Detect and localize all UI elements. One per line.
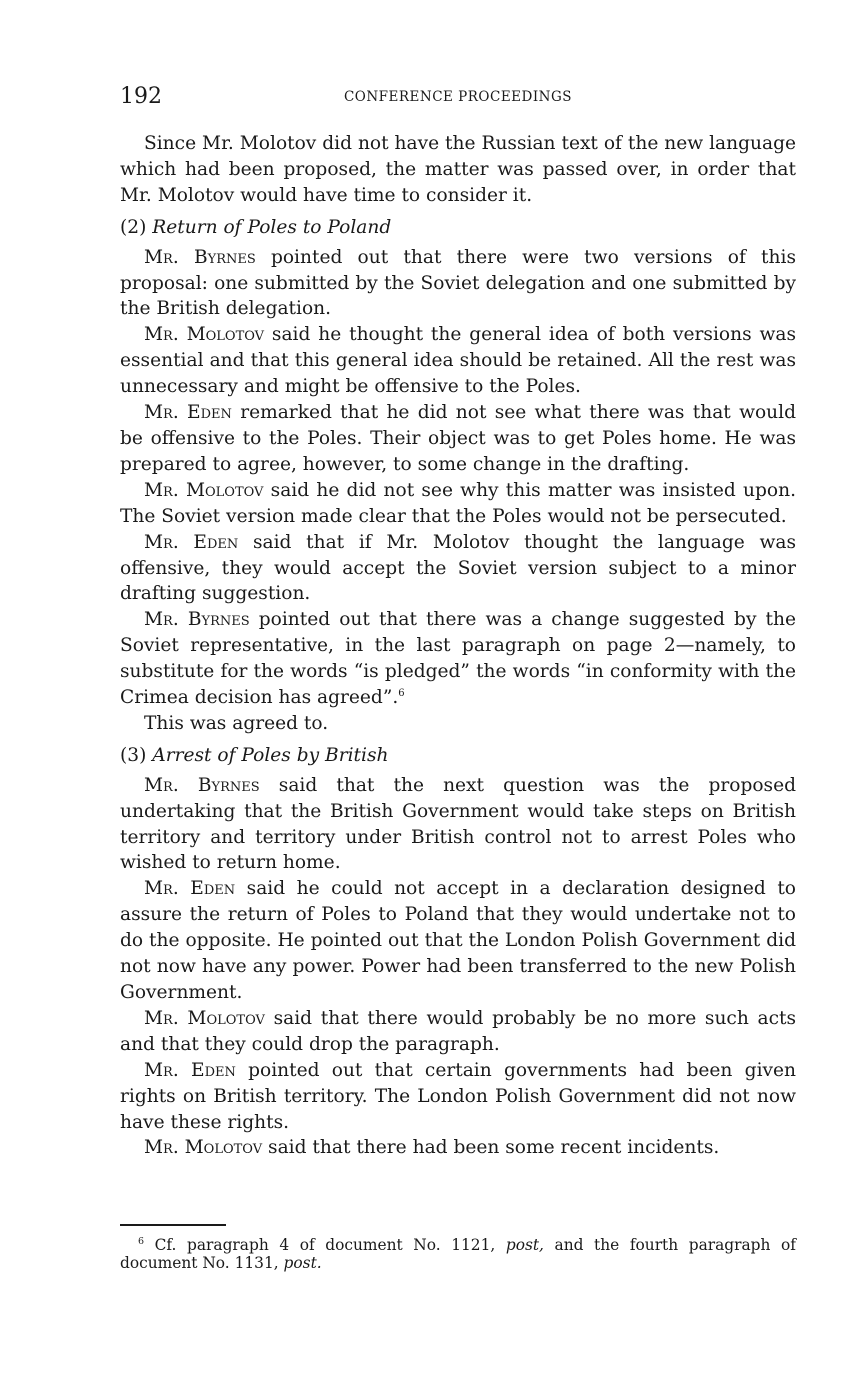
footnotes — [120, 1224, 796, 1272]
closing-paragraph: This was agreed to. — [144, 712, 329, 734]
footnote — [120, 1236, 796, 1272]
speaker: Mr. Molotov — [144, 1137, 263, 1159]
paragraph — [120, 322, 796, 400]
paragraph — [120, 1058, 796, 1136]
paragraph-text: remarked that he did not see what there was that would be offensive to the Poles. Their object was to get Poles home. He was prepared to agree, however, to some change in the drafting. — [120, 402, 797, 475]
paragraph — [120, 773, 796, 877]
paragraph — [120, 478, 796, 530]
paragraph-text: said he thought the general idea of both versions was essential and that this general idea should be retained. All the rest was unnecessary and might be offensive to the Poles. — [120, 324, 797, 398]
paragraph-text: pointed out that there was a change suggested by the Soviet representative, in the last paragraph on page 2—namely, to substitute for the words “is pledged” the words “in conformity with the Crimea decision has agreed”. — [120, 609, 796, 709]
page-number: 192 — [120, 84, 162, 109]
section-heading-arrest-of-poles — [120, 743, 796, 769]
section-number: (3) — [120, 744, 147, 766]
paragraph-text: said that the next question was the proposed undertaking that the British Government would take steps on British territory and territory under British control not to arrest Poles who wished to return home. — [120, 774, 796, 874]
paragraph — [120, 1006, 796, 1058]
paragraph-text: said that if Mr. Molotov thought the language was offensive, they would accept the Soviet version subject to a minor drafting suggestion. — [120, 531, 796, 605]
speaker: Mr. Byrnes — [144, 246, 256, 268]
section-heading-return-of-poles — [120, 215, 796, 241]
speaker: Mr. Molotov — [144, 324, 265, 346]
footnote-post: post. — [283, 1254, 322, 1272]
speaker: Mr. Eden — [144, 878, 236, 900]
body-text — [120, 131, 796, 1161]
speaker: Mr. Byrnes — [144, 774, 260, 796]
speaker: Mr. Eden — [144, 531, 239, 553]
paragraph-text: pointed out that there were two versions of this proposal: one submitted by the Soviet delegation and one submitted by the British delegation. — [120, 246, 796, 320]
paragraph — [120, 530, 796, 608]
running-head: CONFERENCE PROCEEDINGS — [343, 89, 573, 105]
paragraph-text: pointed out that certain governments had been given rights on British territory. The London Polish Government did not now have these rights. — [120, 1059, 796, 1133]
speaker: Mr. Eden — [144, 402, 232, 424]
footnote-text: Cf. paragraph 4 of document No. 1121, — [144, 1236, 506, 1254]
speaker: Mr. Molotov — [144, 479, 264, 501]
paragraph — [120, 607, 796, 711]
section-number: (2) — [120, 216, 147, 238]
speaker: Mr. Molotov — [144, 1007, 265, 1029]
paragraph-text: said that there had been some recent incidents. — [262, 1137, 720, 1159]
footnote-divider — [120, 1224, 226, 1226]
paragraph — [120, 876, 796, 1006]
speaker: Mr. Eden — [144, 1059, 236, 1081]
paragraph — [120, 400, 796, 478]
page-header — [120, 82, 796, 112]
paragraph-text: said he could not accept in a declaration designed to assure the return of Poles to Poland that they would undertake not to do the opposite. He pointed out that the London Polish Government did not now have any power. Power had been transferred to the new Polish Government. — [120, 878, 796, 1003]
footnote-post: post, — [505, 1236, 544, 1254]
paragraph-text: said he did not see why this matter was insisted upon. The Soviet version made clear that the Poles would not be persecuted. — [120, 479, 796, 527]
speaker: Mr. Byrnes — [144, 609, 250, 631]
intro-paragraph: Since Mr. Molotov did not have the Russian text of the new language which had been proposed, the matter was passed over, in order that Mr. Molotov would have time to consider it. — [120, 133, 796, 206]
section-title: Return of Poles to Poland — [152, 216, 392, 238]
section-title: Arrest of Poles by British — [152, 744, 389, 766]
paragraph — [120, 245, 796, 323]
paragraph-text: said that there would probably be no more such acts and that they could drop the paragraph. — [120, 1007, 797, 1055]
footnote-reference[interactable]: 6 — [398, 687, 405, 699]
footnote-mark: 6 — [138, 1235, 145, 1247]
footnote-text: and the fourth paragraph of document No. 1131, — [120, 1236, 796, 1272]
paragraph — [120, 1135, 796, 1161]
